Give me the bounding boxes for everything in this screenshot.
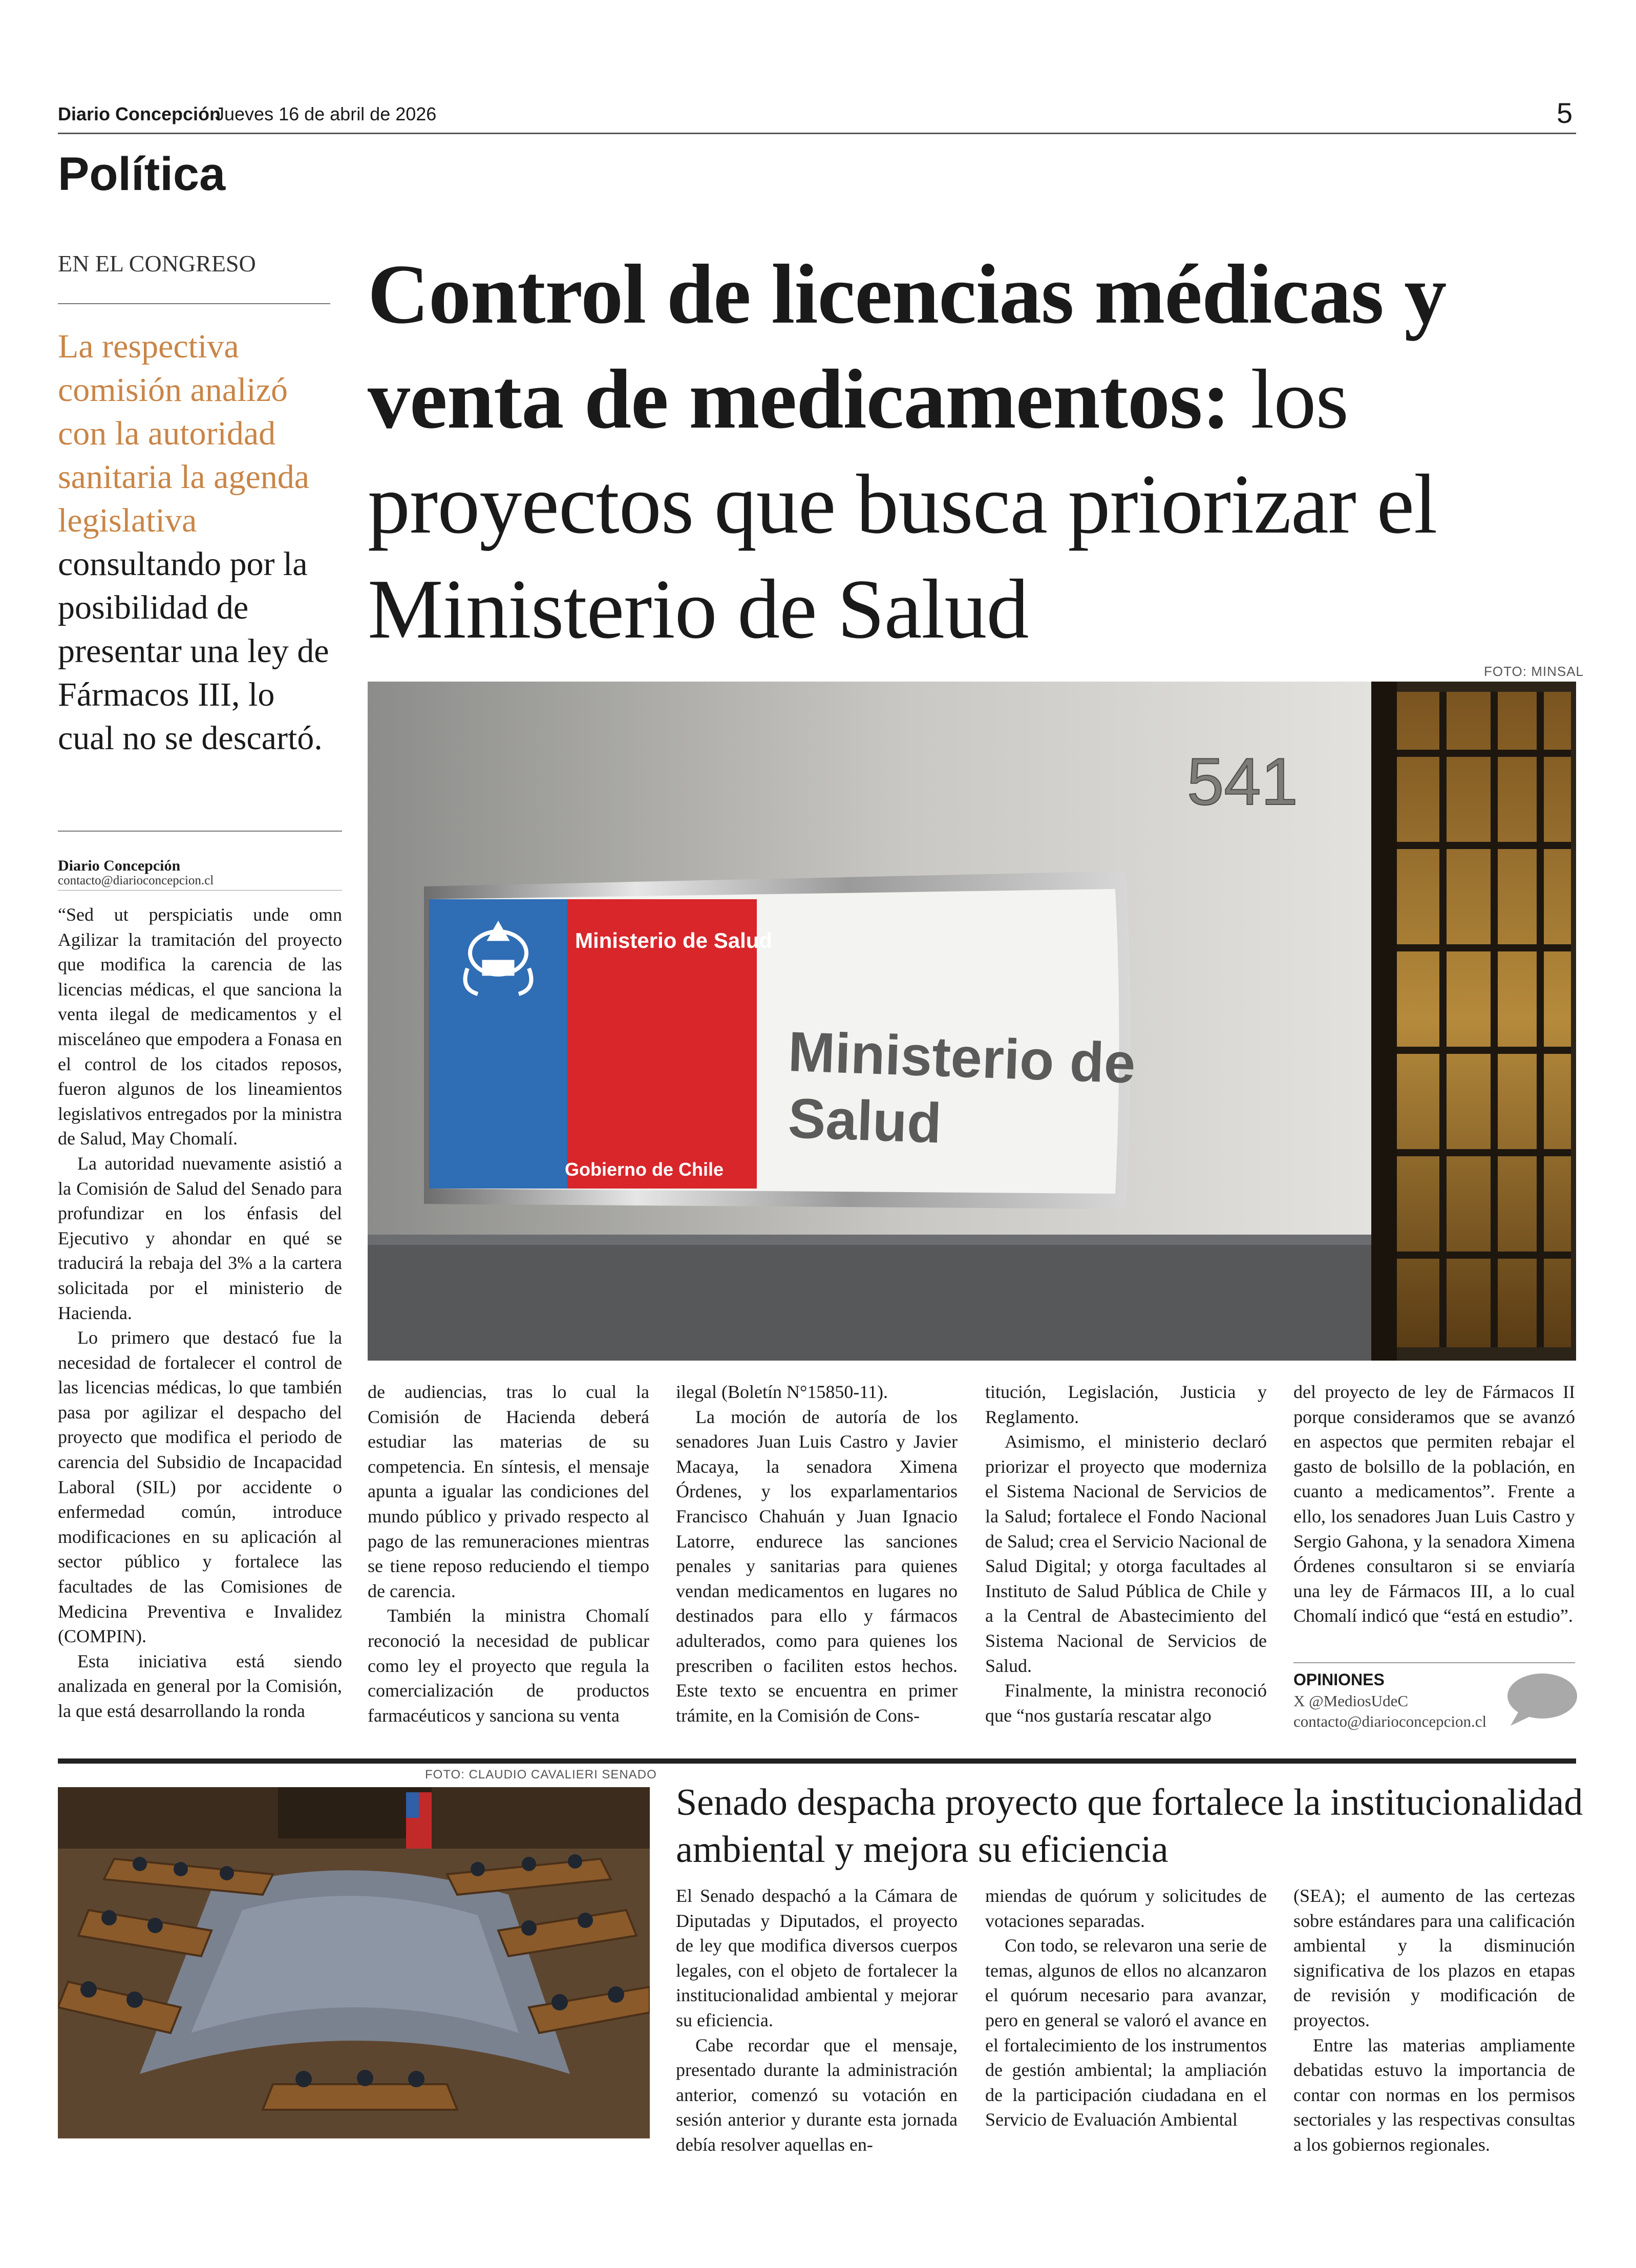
- header-rule: [58, 133, 1576, 134]
- newspaper-name: Diario Concepción: [58, 103, 221, 124]
- article-paragraph: de audiencias, tras lo cual la Comisión de Hacienda deberá estudiar las materias de su competencia. En síntesis, el mensaje apunta a igualar las condiciones del mundo público y privado respecto al pago de las remuneraciones mientras se tiene reposo reduciendo el tiempo de carencia.: [368, 1382, 649, 1601]
- article-paragraph: Lo primero que destacó fue la necesidad de fortalecer el control de las licencias médicas, lo que también pasa por agilizar el despacho del proyecto que modifica el periodo de carencia del Subsidio de Incapacidad Laboral (SIL) por accidente o enfermedad común, introduce modificaciones en su aplicación al sector público y fortalece las facultades de las Comisiones de Medicina Preventiva e Invalidez (COMPIN).: [58, 1327, 342, 1647]
- opinions-handle[interactable]: X @MediosUdeC: [1293, 1692, 1409, 1710]
- headline-bold: Control de licencias médicas y venta de medicamentos:: [368, 247, 1447, 446]
- senate-chamber-photo: [58, 1787, 650, 2138]
- article-paragraph: miendas de quórum y solicitudes de votaciones separadas.: [985, 1885, 1267, 1931]
- article-column-2: [368, 1380, 649, 1728]
- lead-highlight: La respectiva comisión analizó con la autoridad sanitaria la agenda legislativa: [58, 328, 310, 539]
- second-headline: Senado despacha proyecto que fortalece la institucionalidad ambiental y mejora su eficiencia: [676, 1782, 1583, 1871]
- sign-red-text: Ministerio de Salud: [575, 928, 773, 952]
- article-paragraph: Esta iniciativa está siendo analizada en general por la Comisión, la que está desarrollando la ronda: [58, 1650, 342, 1721]
- sidebar-rule: [58, 831, 342, 832]
- opinions-rule: [1293, 1662, 1575, 1663]
- article-paragraph: titución, Legislación, Justicia y Reglamento.: [985, 1382, 1267, 1427]
- article-paragraph: El Senado despachó a la Cámara de Diputadas y Diputados, el proyecto de ley que modifica diversos cuerpos legales, con el objeto de fortalecer la institucionalidad ambiental y mejorar su eficiencia.: [676, 1885, 958, 2030]
- second-column-1: [676, 1883, 958, 2157]
- lead-summary: [58, 325, 334, 760]
- lead-rest: consultando por la posibilidad de presentar una ley de Fármacos III, lo cual no se descartó.: [58, 545, 329, 757]
- photo-credit: FOTO: MINSAL: [1484, 664, 1584, 679]
- page-number: 5: [1557, 97, 1573, 129]
- author-name: Diario Concepción: [58, 857, 181, 874]
- second-column-2: [985, 1883, 1267, 2132]
- speech-bubble-icon: [1503, 1670, 1578, 1728]
- article-column-5: [1293, 1380, 1575, 1628]
- ministry-sign-photo: [368, 682, 1576, 1361]
- sign-footer: Gobierno de Chile: [565, 1159, 724, 1180]
- article-paragraph: (SEA); el aumento de las certezas sobre estándares para una calificación ambiental y la disminución significativa de los plazos en etapas de revisión y modificación de proyectos.: [1293, 1885, 1575, 2030]
- opinions-email[interactable]: contacto@diarioconcepcion.cl: [1293, 1712, 1487, 1730]
- photo2-credit: FOTO: CLAUDIO CAVALIERI SENADO: [425, 1768, 657, 1782]
- article-paragraph: Finalmente, la ministra reconoció que “nos gustaría rescatar algo: [985, 1680, 1267, 1726]
- building-number: 541: [1187, 744, 1298, 819]
- kicker-rule: [58, 303, 330, 304]
- article-paragraph: ilegal (Boletín N°15850-11).: [676, 1382, 888, 1402]
- article-separator: [58, 1758, 1576, 1764]
- kicker: EN EL CONGRESO: [58, 250, 256, 277]
- main-headline: [368, 242, 1597, 662]
- flag-blue-panel: [429, 899, 567, 1189]
- article-paragraph: Con todo, se relevaron una serie de temas, algunos de ellos no alcanzaron el quórum necesario para avanzar, pero en general se valoró el avance en el fortalecimiento de los instrumentos de gestión ambiental; la ampliación de la participación ciudadana en el Servicio de Evaluación Ambiental: [985, 1935, 1267, 2130]
- opinions-title: OPINIONES: [1293, 1670, 1385, 1689]
- article-paragraph: La moción de autoría de los senadores Juan Luis Castro y Javier Macaya, la senadora Ximena Órdenes, y los exparlamentarios Francisco Chahuán y Juan Ignacio Latorre, endurece las sanciones penales y sanitarias para quienes vendan medicamentos en lugares no destinados para ello y fármacos adulterados, como para quienes los prescriben o faciliten estos hechos. Este texto se encuentra en primer trámite, en la Comisión de Cons-: [676, 1406, 958, 1726]
- author-email: contacto@diarioconcepcion.cl: [58, 874, 214, 887]
- article-paragraph: del proyecto de ley de Fármacos II porque consideramos que se avanzó en aspectos que permiten rebajar el gasto de bolsillo de la población, en cuanto a medicamentos”. Frente a ello, los senadores Juan Luis Castro y Sergio Gahona, y la senadora Ximena Órdenes consultaron si se enviaría una ley de Fármacos III, a lo cual Chomalí indicó que “está en estudio”.: [1293, 1382, 1575, 1626]
- article-column-1: [58, 902, 342, 1724]
- article-paragraph: “Sed ut perspiciatis unde omn Agilizar la tramitación del proyecto que modifica la carencia de las licencias médicas, el que sanciona la venta ilegal de medicamentos y el misceláneo que empodera a Fonasa en el control de los citados reposos, fueron algunos de los lineamientos legislativos entregados por la ministra de Salud, May Chomalí.: [58, 904, 342, 1149]
- author-rule: [58, 890, 342, 891]
- sign-main-line2: Salud: [787, 1087, 943, 1155]
- article-paragraph: La autoridad nuevamente asistió a la Comisión de Salud del Senado para profundizar en los énfasis del Ejecutivo y ahondar en qué se traducirá la rebaja del 3% a la cartera solicitada por el ministerio de Hacienda.: [58, 1153, 342, 1323]
- article-column-4: [985, 1380, 1267, 1728]
- article-column-3: [676, 1380, 958, 1728]
- article-paragraph: Cabe recordar que el mensaje, presentado durante la administración anterior, comenzó su votación en sesión anterior y durante esta jornada debía resolver aquellas en-: [676, 2034, 958, 2155]
- article-paragraph: También la ministra Chomalí reconoció la necesidad de publicar como ley el proyecto que regula la comercialización de productos farmacéuticos y sanciona su venta: [368, 1605, 649, 1726]
- headline-rest: los proyectos que busca priorizar el Ministerio de Salud: [368, 352, 1437, 656]
- article-paragraph: Asimismo, el ministerio declaró priorizar el proyecto que moderniza el Sistema Nacional de Servicios de la Salud; fortalece el Fondo Nacional de Salud; crea el Servicio Nacional de Salud Digital; y otorga facultades al Instituto de Salud Pública de Chile y a la Central de Abastecimiento del Sistema Nacional de Servicios de Salud.: [985, 1431, 1267, 1676]
- section-title: Política: [58, 148, 226, 200]
- second-column-3: [1293, 1883, 1575, 2157]
- issue-date: Jueves 16 de abril de 2026: [215, 103, 437, 124]
- sign-main-line1: Ministerio de: [787, 1020, 1137, 1095]
- article-paragraph: Entre las materias ampliamente debatidas estuvo la importancia de contar con normas en los permisos sectoriales y las respectivas consultas a los gobiernos regionales.: [1293, 2034, 1575, 2155]
